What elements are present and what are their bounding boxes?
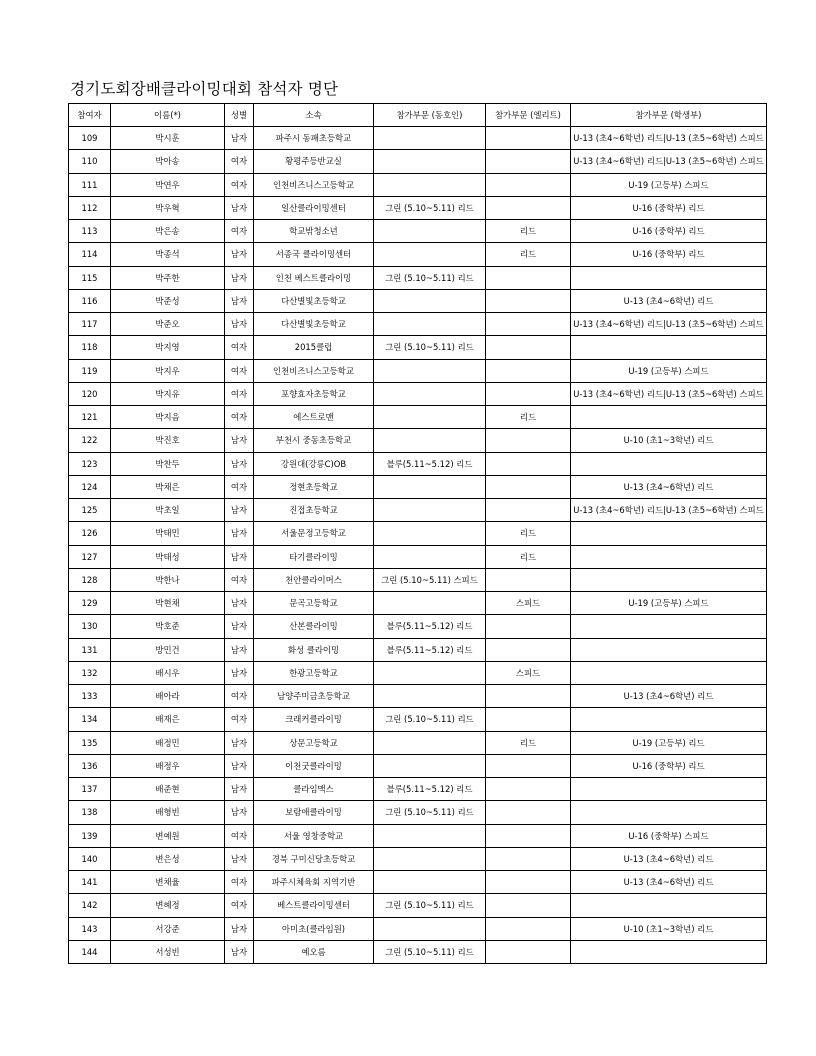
cell-participant-no: 131	[69, 638, 111, 661]
cell-student-division: U-13 (초4~6학년) 리드	[571, 871, 767, 894]
cell-elite-division: 리드	[486, 731, 571, 754]
cell-elite-division	[486, 266, 571, 289]
cell-gender: 남자	[225, 127, 254, 150]
cell-gender: 여자	[225, 382, 254, 405]
cell-name: 박준오	[111, 313, 225, 336]
cell-hobby-division: 그린 (5.10~5.11) 리드	[374, 336, 486, 359]
cell-hobby-division	[374, 429, 486, 452]
cell-gender: 남자	[225, 545, 254, 568]
cell-hobby-division	[374, 127, 486, 150]
participant-table	[68, 103, 767, 964]
cell-gender: 남자	[225, 754, 254, 777]
cell-hobby-division: 블루(5.11~5.12) 리드	[374, 638, 486, 661]
cell-gender: 남자	[225, 499, 254, 522]
cell-affiliation: 경북 구미신당초등학교	[254, 847, 374, 870]
cell-elite-division	[486, 638, 571, 661]
cell-student-division: U-19 (고등부) 리드	[571, 731, 767, 754]
cell-name: 방민건	[111, 638, 225, 661]
cell-affiliation: 한광고등학교	[254, 661, 374, 684]
cell-elite-division: 리드	[486, 406, 571, 429]
cell-affiliation: 강원대(강릉C)OB	[254, 452, 374, 475]
cell-elite-division	[486, 382, 571, 405]
cell-gender: 여자	[225, 824, 254, 847]
cell-affiliation: 클라임맥스	[254, 778, 374, 801]
cell-student-division	[571, 406, 767, 429]
cell-student-division	[571, 801, 767, 824]
cell-hobby-division: 그린 (5.10~5.11) 리드	[374, 940, 486, 963]
cell-hobby-division	[374, 871, 486, 894]
cell-elite-division	[486, 452, 571, 475]
cell-student-division: U-13 (초4~6학년) 리드|U-13 (초5~6학년) 스피드	[571, 313, 767, 336]
cell-participant-no: 118	[69, 336, 111, 359]
table-row	[69, 871, 767, 894]
cell-gender: 여자	[225, 336, 254, 359]
cell-affiliation: 인천비즈니스고등학교	[254, 359, 374, 382]
cell-elite-division	[486, 824, 571, 847]
header-hobby-division: 참가부문 (동호인)	[374, 104, 486, 127]
table-row	[69, 917, 767, 940]
cell-gender: 여자	[225, 568, 254, 591]
table-row	[69, 173, 767, 196]
cell-participant-no: 138	[69, 801, 111, 824]
cell-student-division: U-19 (고등부) 스피드	[571, 592, 767, 615]
cell-affiliation: 이천굿클라이밍	[254, 754, 374, 777]
cell-hobby-division	[374, 499, 486, 522]
table-row	[69, 778, 767, 801]
cell-name: 박현채	[111, 592, 225, 615]
cell-name: 박종석	[111, 243, 225, 266]
cell-gender: 남자	[225, 731, 254, 754]
cell-hobby-division	[374, 545, 486, 568]
cell-affiliation: 화성 클라이밍	[254, 638, 374, 661]
cell-elite-division	[486, 685, 571, 708]
cell-participant-no: 144	[69, 940, 111, 963]
cell-hobby-division	[374, 220, 486, 243]
cell-gender: 남자	[225, 615, 254, 638]
table-row	[69, 266, 767, 289]
cell-gender: 여자	[225, 475, 254, 498]
cell-hobby-division	[374, 289, 486, 312]
cell-elite-division: 리드	[486, 243, 571, 266]
cell-gender: 남자	[225, 429, 254, 452]
cell-name: 배정민	[111, 731, 225, 754]
cell-elite-division	[486, 150, 571, 173]
cell-affiliation: 인천 베스트클라이밍	[254, 266, 374, 289]
cell-participant-no: 115	[69, 266, 111, 289]
cell-student-division: U-13 (초4~6학년) 리드	[571, 475, 767, 498]
cell-name: 배재은	[111, 708, 225, 731]
cell-student-division	[571, 336, 767, 359]
cell-elite-division	[486, 429, 571, 452]
table-row	[69, 568, 767, 591]
cell-student-division: U-13 (초4~6학년) 리드|U-13 (초5~6학년) 스피드	[571, 499, 767, 522]
cell-elite-division: 스피드	[486, 592, 571, 615]
cell-gender: 남자	[225, 778, 254, 801]
cell-gender: 남자	[225, 313, 254, 336]
cell-student-division: U-13 (초4~6학년) 리드|U-13 (초5~6학년) 스피드	[571, 127, 767, 150]
table-row	[69, 336, 767, 359]
cell-participant-no: 136	[69, 754, 111, 777]
cell-participant-no: 141	[69, 871, 111, 894]
table-row	[69, 940, 767, 963]
cell-hobby-division: 그린 (5.10~5.11) 리드	[374, 894, 486, 917]
cell-participant-no: 124	[69, 475, 111, 498]
cell-affiliation: 파주시 동패초등학교	[254, 127, 374, 150]
cell-gender: 여자	[225, 220, 254, 243]
cell-hobby-division: 그린 (5.10~5.11) 리드	[374, 266, 486, 289]
cell-elite-division	[486, 754, 571, 777]
cell-gender: 여자	[225, 173, 254, 196]
cell-gender: 남자	[225, 661, 254, 684]
cell-name: 배아라	[111, 685, 225, 708]
cell-student-division: U-19 (고등부) 스피드	[571, 173, 767, 196]
cell-hobby-division	[374, 661, 486, 684]
cell-student-division	[571, 661, 767, 684]
table-row	[69, 127, 767, 150]
table-row	[69, 754, 767, 777]
cell-name: 배시우	[111, 661, 225, 684]
cell-elite-division	[486, 568, 571, 591]
cell-elite-division: 리드	[486, 545, 571, 568]
cell-name: 박은송	[111, 220, 225, 243]
table-row	[69, 313, 767, 336]
cell-gender: 여자	[225, 708, 254, 731]
cell-gender: 여자	[225, 406, 254, 429]
cell-affiliation: 산본클라이밍	[254, 615, 374, 638]
table-row	[69, 894, 767, 917]
cell-gender: 남자	[225, 289, 254, 312]
cell-participant-no: 123	[69, 452, 111, 475]
table-row	[69, 359, 767, 382]
cell-hobby-division: 블루(5.11~5.12) 리드	[374, 615, 486, 638]
cell-hobby-division	[374, 731, 486, 754]
cell-hobby-division: 그린 (5.10~5.11) 리드	[374, 801, 486, 824]
cell-elite-division	[486, 778, 571, 801]
cell-affiliation: 인천비즈니스고등학교	[254, 173, 374, 196]
cell-name: 박주한	[111, 266, 225, 289]
cell-participant-no: 119	[69, 359, 111, 382]
table-row	[69, 685, 767, 708]
cell-affiliation: 상문고등학교	[254, 731, 374, 754]
cell-hobby-division	[374, 359, 486, 382]
cell-student-division	[571, 638, 767, 661]
cell-elite-division	[486, 475, 571, 498]
cell-gender: 남자	[225, 592, 254, 615]
cell-gender: 남자	[225, 638, 254, 661]
cell-name: 박찬두	[111, 452, 225, 475]
table-row	[69, 847, 767, 870]
cell-student-division	[571, 522, 767, 545]
cell-name: 박시훈	[111, 127, 225, 150]
table-header-row	[69, 104, 767, 127]
cell-name: 박아송	[111, 150, 225, 173]
cell-elite-division	[486, 940, 571, 963]
cell-name: 박진호	[111, 429, 225, 452]
cell-name: 박초일	[111, 499, 225, 522]
cell-student-division: U-13 (초4~6학년) 리드	[571, 289, 767, 312]
header-student-division: 참가부문 (학생부)	[571, 104, 767, 127]
cell-gender: 남자	[225, 847, 254, 870]
cell-participant-no: 128	[69, 568, 111, 591]
cell-affiliation: 부천시 중동초등학교	[254, 429, 374, 452]
cell-participant-no: 127	[69, 545, 111, 568]
cell-hobby-division: 블루(5.11~5.12) 리드	[374, 778, 486, 801]
cell-gender: 여자	[225, 359, 254, 382]
cell-affiliation: 타기클라이밍	[254, 545, 374, 568]
cell-elite-division	[486, 359, 571, 382]
cell-name: 박지음	[111, 406, 225, 429]
cell-affiliation: 서울문정고등학교	[254, 522, 374, 545]
cell-name: 변은성	[111, 847, 225, 870]
cell-gender: 남자	[225, 196, 254, 219]
cell-elite-division	[486, 499, 571, 522]
cell-affiliation: 보람애클라이밍	[254, 801, 374, 824]
cell-student-division: U-16 (중학부) 리드	[571, 196, 767, 219]
cell-elite-division	[486, 917, 571, 940]
table-row	[69, 452, 767, 475]
cell-elite-division: 리드	[486, 220, 571, 243]
cell-elite-division	[486, 801, 571, 824]
cell-name: 박채은	[111, 475, 225, 498]
cell-elite-division	[486, 708, 571, 731]
cell-elite-division: 리드	[486, 522, 571, 545]
cell-student-division: U-16 (중학부) 리드	[571, 754, 767, 777]
cell-name: 배정우	[111, 754, 225, 777]
table-row	[69, 824, 767, 847]
cell-student-division: U-13 (초4~6학년) 리드|U-13 (초5~6학년) 스피드	[571, 150, 767, 173]
cell-name: 서성빈	[111, 940, 225, 963]
cell-student-division	[571, 452, 767, 475]
cell-participant-no: 132	[69, 661, 111, 684]
cell-participant-no: 126	[69, 522, 111, 545]
cell-affiliation: 다산별빛초등학교	[254, 289, 374, 312]
cell-gender: 남자	[225, 940, 254, 963]
cell-affiliation: 크래커클라이밍	[254, 708, 374, 731]
cell-gender: 남자	[225, 917, 254, 940]
cell-participant-no: 109	[69, 127, 111, 150]
cell-name: 박태민	[111, 522, 225, 545]
cell-name: 박호준	[111, 615, 225, 638]
table-row	[69, 522, 767, 545]
cell-student-division	[571, 615, 767, 638]
cell-participant-no: 112	[69, 196, 111, 219]
cell-student-division	[571, 778, 767, 801]
cell-affiliation: 2015클럽	[254, 336, 374, 359]
cell-hobby-division	[374, 685, 486, 708]
cell-student-division: U-13 (초4~6학년) 리드	[571, 847, 767, 870]
table-row	[69, 382, 767, 405]
cell-affiliation: 베스트클라이밍센터	[254, 894, 374, 917]
cell-elite-division	[486, 847, 571, 870]
table-row	[69, 289, 767, 312]
cell-hobby-division	[374, 824, 486, 847]
table-row	[69, 429, 767, 452]
cell-elite-division	[486, 127, 571, 150]
cell-gender: 여자	[225, 871, 254, 894]
cell-affiliation: 포향효자초등학교	[254, 382, 374, 405]
cell-hobby-division	[374, 522, 486, 545]
cell-hobby-division	[374, 313, 486, 336]
cell-gender: 남자	[225, 266, 254, 289]
cell-elite-division	[486, 289, 571, 312]
cell-elite-division	[486, 173, 571, 196]
table-row	[69, 220, 767, 243]
cell-student-division: U-13 (초4~6학년) 리드	[571, 685, 767, 708]
cell-affiliation: 문곡고등학교	[254, 592, 374, 615]
cell-name: 변예원	[111, 824, 225, 847]
table-row	[69, 243, 767, 266]
cell-student-division: U-16 (중학부) 스피드	[571, 824, 767, 847]
header-elite-division: 참가부문 (엘리트)	[486, 104, 571, 127]
cell-name: 박한나	[111, 568, 225, 591]
cell-name: 박연우	[111, 173, 225, 196]
cell-participant-no: 121	[69, 406, 111, 429]
cell-gender: 여자	[225, 150, 254, 173]
cell-participant-no: 135	[69, 731, 111, 754]
cell-affiliation: 일산클라이밍센터	[254, 196, 374, 219]
table-row	[69, 406, 767, 429]
cell-name: 배형빈	[111, 801, 225, 824]
cell-hobby-division	[374, 475, 486, 498]
cell-participant-no: 137	[69, 778, 111, 801]
cell-name: 박태성	[111, 545, 225, 568]
cell-elite-division	[486, 196, 571, 219]
cell-gender: 남자	[225, 801, 254, 824]
document-title: 경기도회장배클라이밍대회 참석자 명단	[70, 80, 339, 98]
cell-participant-no: 117	[69, 313, 111, 336]
table-row	[69, 708, 767, 731]
cell-affiliation: 남양주미금초등학교	[254, 685, 374, 708]
cell-hobby-division	[374, 917, 486, 940]
cell-hobby-division	[374, 382, 486, 405]
header-participant-no: 참여자	[69, 104, 111, 127]
cell-student-division: U-16 (중학부) 리드	[571, 243, 767, 266]
cell-name: 박지영	[111, 336, 225, 359]
cell-participant-no: 129	[69, 592, 111, 615]
cell-elite-division	[486, 336, 571, 359]
table-row	[69, 615, 767, 638]
table-row	[69, 196, 767, 219]
cell-hobby-division	[374, 754, 486, 777]
cell-elite-division	[486, 313, 571, 336]
cell-participant-no: 114	[69, 243, 111, 266]
cell-hobby-division: 그린 (5.10~5.11) 스피드	[374, 568, 486, 591]
cell-gender: 남자	[225, 522, 254, 545]
cell-hobby-division: 그린 (5.10~5.11) 리드	[374, 196, 486, 219]
cell-affiliation: 아미초(클라임원)	[254, 917, 374, 940]
cell-participant-no: 122	[69, 429, 111, 452]
header-affiliation: 소속	[254, 104, 374, 127]
header-gender: 성별	[225, 104, 254, 127]
cell-participant-no: 111	[69, 173, 111, 196]
cell-name: 서강준	[111, 917, 225, 940]
table-row	[69, 545, 767, 568]
cell-name: 변혜정	[111, 894, 225, 917]
cell-hobby-division: 그린 (5.10~5.11) 리드	[374, 708, 486, 731]
cell-participant-no: 113	[69, 220, 111, 243]
cell-elite-division	[486, 894, 571, 917]
cell-affiliation: 진접초등학교	[254, 499, 374, 522]
cell-affiliation: 학교밖청소년	[254, 220, 374, 243]
table-row	[69, 475, 767, 498]
cell-participant-no: 139	[69, 824, 111, 847]
table-row	[69, 731, 767, 754]
cell-affiliation: 파주시체육회 지역기반	[254, 871, 374, 894]
table-row	[69, 499, 767, 522]
cell-participant-no: 134	[69, 708, 111, 731]
cell-gender: 남자	[225, 243, 254, 266]
cell-affiliation: 에스트로맨	[254, 406, 374, 429]
cell-participant-no: 116	[69, 289, 111, 312]
table-row	[69, 592, 767, 615]
cell-hobby-division	[374, 173, 486, 196]
cell-affiliation: 예오름	[254, 940, 374, 963]
cell-name: 박우혁	[111, 196, 225, 219]
table-row	[69, 801, 767, 824]
cell-student-division	[571, 568, 767, 591]
cell-student-division: U-10 (초1~3학년) 리드	[571, 429, 767, 452]
cell-name: 변채율	[111, 871, 225, 894]
table-row	[69, 638, 767, 661]
cell-student-division	[571, 940, 767, 963]
table-row	[69, 661, 767, 684]
cell-affiliation: 서울 영창중학교	[254, 824, 374, 847]
cell-student-division	[571, 708, 767, 731]
header-name: 이름(*)	[111, 104, 225, 127]
cell-participant-no: 143	[69, 917, 111, 940]
cell-participant-no: 142	[69, 894, 111, 917]
cell-elite-division: 스피드	[486, 661, 571, 684]
cell-student-division: U-16 (중학부) 리드	[571, 220, 767, 243]
cell-participant-no: 140	[69, 847, 111, 870]
cell-hobby-division	[374, 847, 486, 870]
cell-name: 박준성	[111, 289, 225, 312]
cell-hobby-division: 블루(5.11~5.12) 리드	[374, 452, 486, 475]
cell-student-division	[571, 545, 767, 568]
cell-gender: 남자	[225, 452, 254, 475]
cell-participant-no: 133	[69, 685, 111, 708]
cell-elite-division	[486, 871, 571, 894]
cell-student-division	[571, 894, 767, 917]
cell-student-division	[571, 266, 767, 289]
cell-hobby-division	[374, 150, 486, 173]
cell-participant-no: 120	[69, 382, 111, 405]
table-row	[69, 150, 767, 173]
cell-name: 박지유	[111, 382, 225, 405]
cell-name: 박지우	[111, 359, 225, 382]
cell-participant-no: 110	[69, 150, 111, 173]
cell-affiliation: 황평주등반교실	[254, 150, 374, 173]
cell-hobby-division	[374, 592, 486, 615]
cell-student-division: U-13 (초4~6학년) 리드|U-13 (초5~6학년) 스피드	[571, 382, 767, 405]
cell-affiliation: 다산별빛초등학교	[254, 313, 374, 336]
cell-affiliation: 정현초등학교	[254, 475, 374, 498]
cell-participant-no: 130	[69, 615, 111, 638]
cell-hobby-division	[374, 243, 486, 266]
cell-gender: 여자	[225, 685, 254, 708]
cell-hobby-division	[374, 406, 486, 429]
table-body	[69, 127, 767, 964]
cell-name: 배준현	[111, 778, 225, 801]
cell-elite-division	[486, 615, 571, 638]
cell-student-division: U-19 (고등부) 스피드	[571, 359, 767, 382]
cell-gender: 여자	[225, 894, 254, 917]
cell-affiliation: 천안클라이머스	[254, 568, 374, 591]
cell-participant-no: 125	[69, 499, 111, 522]
cell-student-division: U-10 (초1~3학년) 리드	[571, 917, 767, 940]
cell-affiliation: 서종국 클라이밍센터	[254, 243, 374, 266]
